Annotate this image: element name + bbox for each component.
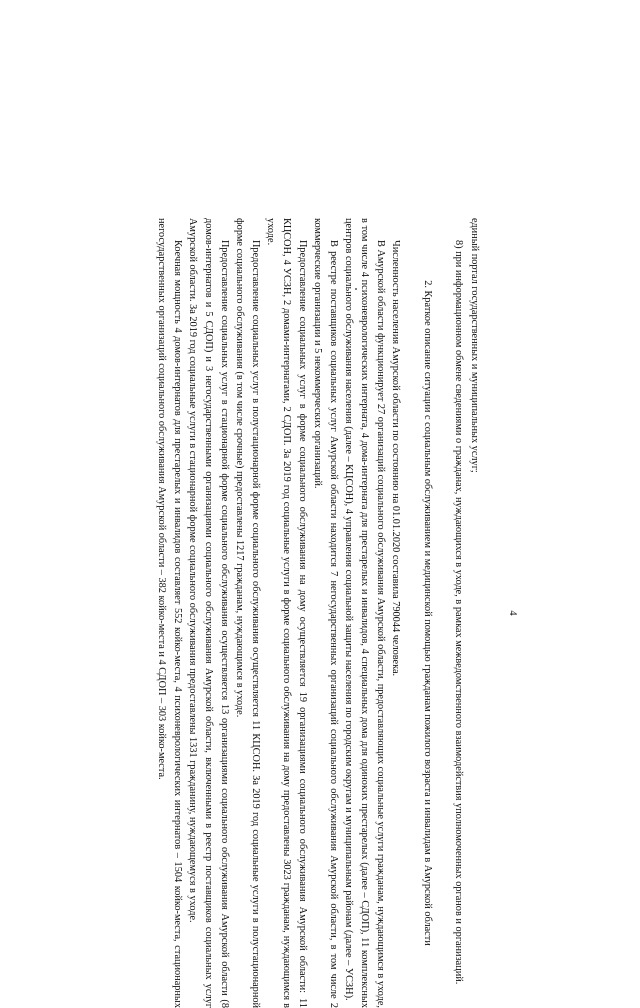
list-item-8: 8) при информационном обмене сведениями о гражданах, нуждающихся в уходе, в рамках межведомственного взаимодействия уполномоченных органов и организаций. bbox=[453, 240, 465, 985]
intro-line: единый портал государственных и муниципальных услуг; bbox=[469, 218, 480, 473]
paragraph-semi-stationary: Предоставление социальных услуг в полустационарной форме социального обслуживания осуществляется 11 КЦСОН. За 2019 год социальные услуги в полустационарной форме социального обслуживания (в том числе срочные) предоставлены 1217 гражданам, нуждающимся в уходе. bbox=[234, 218, 261, 1008]
section-title: 2. Краткое описание ситуации с социальным обслуживанием и медицинской помощью гражданам пожилого возраста и инвалидам в Амурской области bbox=[421, 280, 433, 946]
paragraph-stationary: Предоставление социальных услуг в стационарной форме социального обслуживания осуществляется 13 организациями социального обслуживания Амурской области (8 домов-интернатов и 5 СДОП) и 3 негосударственными организациями социального обслуживания Амурской области, включенными в реестр поставщиков социальных услуг Амурской области. За 2019 год социальные услуги в стационарной форме социального обслуживания предоставлены 1331 гражданину, нуждающемуся в уходе. bbox=[187, 218, 230, 1008]
page-number: 4 bbox=[507, 610, 518, 616]
paragraph-organizations: В Амурской области функционирует 27 организаций социального обслуживания Амурской области, предоставляющих социальные услуги гражданам, нуждающимся в уходе, в том числе 4 психоневрологических интерната, 4 дома-интерната для престарелых и инвалидов, 4 специальных дома для одиноких престарелых (далее – СДОП), 11 комплексных центров социального обслуживания населения (далее – КЦСОН), 4 управления социальной защиты населения по городским округам и муниципальным районам (далее – УСЗН). bbox=[343, 218, 386, 1008]
paragraph-home-service: Предоставление социальных услуг в форме социального обслуживания на дому осуществляется 19 организациями социального обслуживания Амурской области: 11 КЦСОН, 4 УСЗН, 2 домами-интернатами, 2 СДОП. За 2019 год социальные услуги в форме социального обслуживания на дому предоставлены 3023 гражданам, нуждающимся в уходе. bbox=[265, 218, 308, 1008]
document-body bbox=[154, 218, 482, 1008]
spacer bbox=[435, 218, 451, 1008]
paragraph-bed-capacity: Коечная мощность 4 домов-интернатов для престарелых и инвалидов составляет 552 койко-места, 4 психоневрологических интернатов – 1504 койко-места, стационарных негосударственных организаций социального обслуживания Амурской области – 382 койко-места и 4 СДОП – 303 койко-места. bbox=[156, 218, 183, 1008]
paragraph-population: Численность населения Амурской области по состоянию на 01.01.2020 составила 790044 человека. bbox=[390, 240, 402, 677]
paragraph-registry: В реестре поставщиков социальных услуг Амурской области находится 7 негосударственных организаций социального обслуживания Амурской области, в том числе 2 коммерческие организации и 5 некоммерческих организаций. bbox=[312, 218, 339, 1008]
spacer bbox=[403, 218, 419, 1008]
rotated-sheet bbox=[50, 218, 520, 1008]
